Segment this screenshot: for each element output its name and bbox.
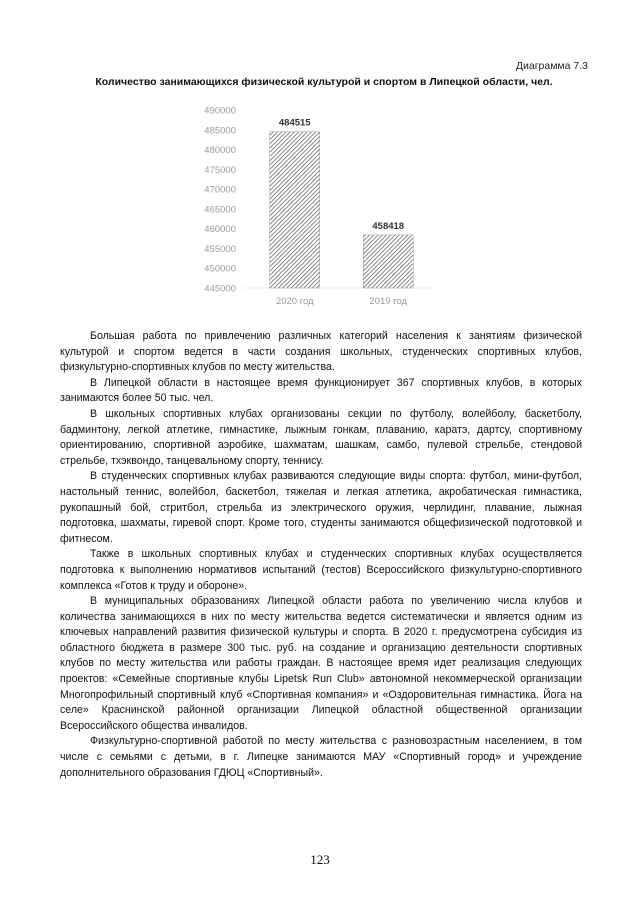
y-tick-label: 450000 — [204, 263, 236, 275]
paragraph: Большая работа по привлечению различных категорий населения к занятиям физической культурой и спортом ведется в части создания школьных, студенческих спортивных клубов, физкультурно-спортивных клубов по месту жительства. — [60, 330, 582, 374]
y-tick-label: 485000 — [204, 125, 236, 137]
x-tick-label: 2019 год — [369, 296, 408, 307]
x-tick-label: 2020 год — [275, 296, 314, 307]
bar-value-label: 458418 — [372, 220, 405, 232]
y-tick-label: 490000 — [204, 105, 236, 117]
bar-chart — [190, 100, 440, 318]
y-tick-label: 470000 — [204, 184, 236, 196]
bar-2020-год — [270, 132, 320, 288]
paragraph: В студенческих спортивных клубах развиваются следующие виды спорта: футбол, мини-футбол, настольный теннис, волейбол, баскетбол, тяжелая и легкая атлетика, акробатическая гимнастика, рукопашный бой, стритбол, стрельба из электрического оружия, черлидинг, плавание, лыжная подготовка, шахматы, гиревой спорт. Кроме того, студенты занимаются общефизической подготовкой и фитнесом. — [60, 470, 582, 545]
chart-svg — [190, 100, 440, 318]
y-tick-label: 475000 — [204, 164, 236, 176]
y-tick-label: 480000 — [204, 145, 236, 157]
paragraph: Также в школьных спортивных клубах и студенческих спортивных клубах осуществляется подготовка к выполнению нормативов испытаний (тестов) Всероссийского физкультурно-спортивного комплекса «Готов к труду и обороне». — [60, 548, 582, 592]
paragraph: В Липецкой области в настоящее время функционирует 367 спортивных клубов, в которых занимаются более 50 тыс. чел. — [60, 376, 582, 405]
diagram-title: Количество занимающихся физической культурой и спортом в Липецкой области, чел. — [95, 76, 553, 88]
diagram-label: Диаграмма 7.3 — [515, 60, 588, 72]
body-text — [60, 329, 582, 781]
bar-value-label: 484515 — [278, 117, 311, 129]
y-tick-label: 460000 — [204, 224, 236, 236]
y-tick-label: 445000 — [204, 283, 236, 295]
bar-2019-год — [363, 235, 413, 288]
page-number: 123 — [310, 852, 330, 867]
y-tick-label: 455000 — [204, 243, 236, 255]
paragraph: В муниципальных образованиях Липецкой области работа по увеличению числа клубов и количества занимающихся в них по месту жительства ведется систематически и является одним из ключевых направлений развития физической культуры и спорта. В 2020 г. предусмотрена субсидия из областного бюджета в размере 300 тыс. руб. на создание и организацию деятельности спортивных клубов по месту жительства или работы граждан. В настоящее время идет реализация следующих проектов: «Семейные спортивные клубы Lipetsk Run Club» автономной некоммерческой организации Многопрофильный спортивный клуб «Спортивная компания» и «Оздоровительная гимнастика. Йога на селе» Краснинской районной организации Липецкой областной общественной организации Всероссийского общества инвалидов. — [60, 595, 582, 732]
paragraph: Физкультурно-спортивной работой по месту жительства с разновозрастным населением, в том числе с семьями с детьми, в г. Липецке занимаются МАУ «Спортивный город» и учреждение дополнительного образования ГДЮЦ «Спортивный». — [60, 735, 582, 779]
paragraph: В школьных спортивных клубах организованы секции по футболу, волейболу, баскетболу, бадминтону, легкой атлетике, гимнастике, лыжным гонкам, плаванию, каратэ, дартсу, спортивному ориентированию, спортивной аэробике, шахматам, шашкам, самбо, пулевой стрельбе, стендовой стрельбе, тхэквондо, танцевальному спорту, теннису. — [60, 407, 582, 467]
y-tick-label: 465000 — [204, 204, 236, 216]
